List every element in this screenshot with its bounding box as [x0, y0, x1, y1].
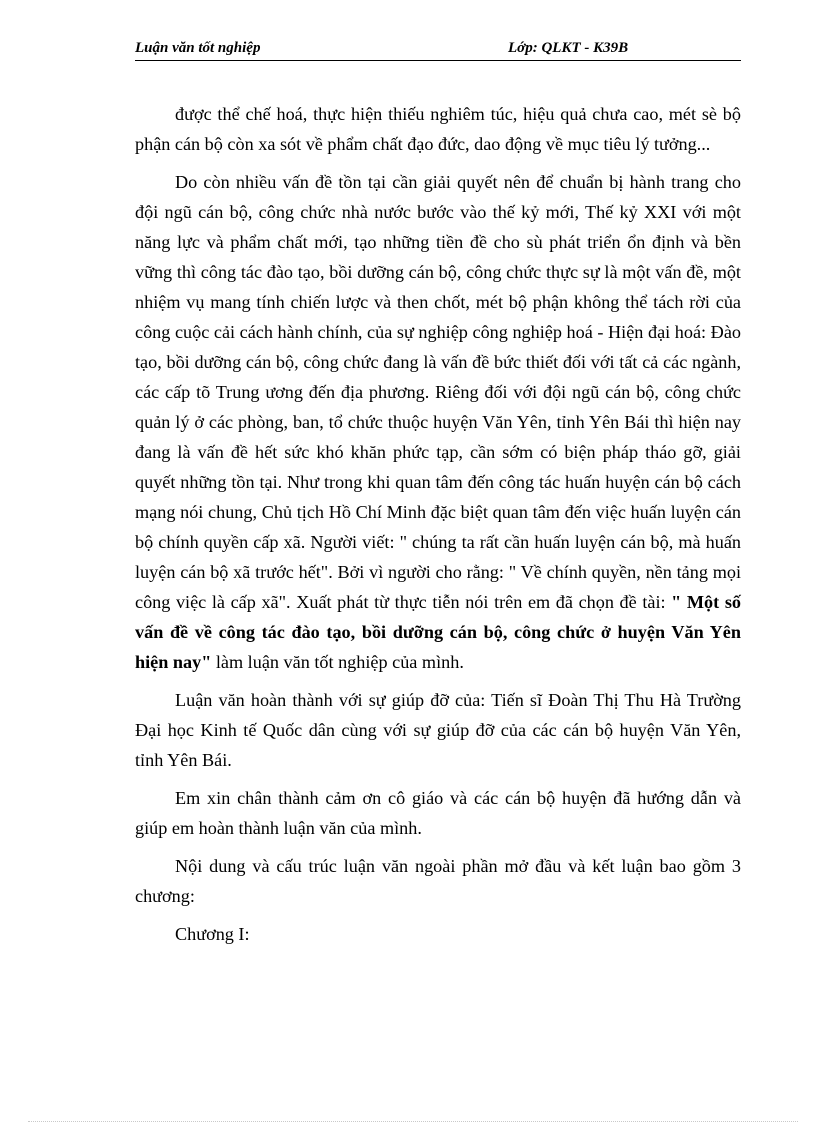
paragraph-rationale [135, 167, 741, 677]
rationale-tail: làm luận văn tốt nghiệp của mình. [211, 652, 464, 672]
paragraph-continuation: được thể chế hoá, thực hiện thiếu nghiêm túc, hiệu quả chưa cao, mét sè bộ phận cán bộ còn xa sót về phẩm chất đạo đức, dao động về mục tiêu lý tưởng... [135, 104, 741, 154]
chapter-heading: Chương I: [175, 924, 250, 944]
paragraph-structure: Nội dung và cấu trúc luận văn ngoài phần mở đầu và kết luận bao gồm 3 chương: [135, 856, 741, 906]
thesis-topic-title: " Một số vấn đề về công tác đào tạo, bồi dưỡng cán bộ, công chức ở huyện Văn Yên hiện nay" [135, 592, 741, 672]
rationale-text: Do còn nhiều vấn đề tồn tại cần giải quyết nên để chuẩn bị hành trang cho đội ngũ cán bộ, công chức nhà nước bước vào thế kỷ mới, Thế kỷ XXI với một năng lực và phẩm chất mới, tạo những tiền đề cho sù phát triển ổn định và bền vững thì công tác đào tạo, bồi dưỡng cán bộ, công chức thực sự là một vấn đề, một nhiệm vụ mang tính chiến lược và then chốt, mét bộ phận không thể tách rời của công cuộc cải cách hành chính, của sự nghiệp công nghiệp hoá - Hiện đại hoá: Đào tạo, bồi dưỡng cán bộ, công chức đang là vấn đề bức thiết đối với tất cả các ngành, các cấp tõ Trung ương đến địa phương. Riêng đối với đội ngũ cán bộ, công chức quản lý ở các phòng, ban, tổ chức thuộc huyện Văn Yên, tỉnh Yên Bái thì hiện nay đang là vấn đề hết sức khó khăn phức tạp, cần sớm có biện pháp tháo gỡ, giải quyết những tồn tại. Như trong khi quan tâm đến công tác huấn huyện cán bộ cách mạng nói chung, Chủ tịch Hồ Chí Minh đặc biệt quan tâm đến việc huấn luyện cán bộ chính quyền cấp xã. Người viết: " chúng ta rất cần huấn luyện cán bộ, mà huấn luyện cán bộ xã trước hết". Bởi vì người cho rằng: " Về chính quyền, nền tảng mọi công việc là cấp xã". Xuất phát từ thực tiễn nói trên em đã chọn đề tài: [135, 172, 741, 612]
page-footer-divider [28, 1121, 798, 1122]
page-header [135, 38, 741, 61]
paragraph-thanks: Em xin chân thành cảm ơn cô giáo và các cán bộ huyện đã hướng dẫn và giúp em hoàn thành luận văn của mình. [135, 788, 741, 838]
paragraph-acknowledgement: Luận văn hoàn thành với sự giúp đỡ của: Tiến sĩ Đoàn Thị Thu Hà Trường Đại học Kinh tế Quốc dân cùng với sự giúp đỡ của các cán bộ huyện Văn Yên, tỉnh Yên Bái. [135, 690, 741, 770]
document-body [135, 99, 741, 957]
header-class-label: Lớp: QLKT - K39B [508, 40, 629, 56]
header-thesis-label: Luận văn tốt nghiệp [135, 40, 261, 56]
